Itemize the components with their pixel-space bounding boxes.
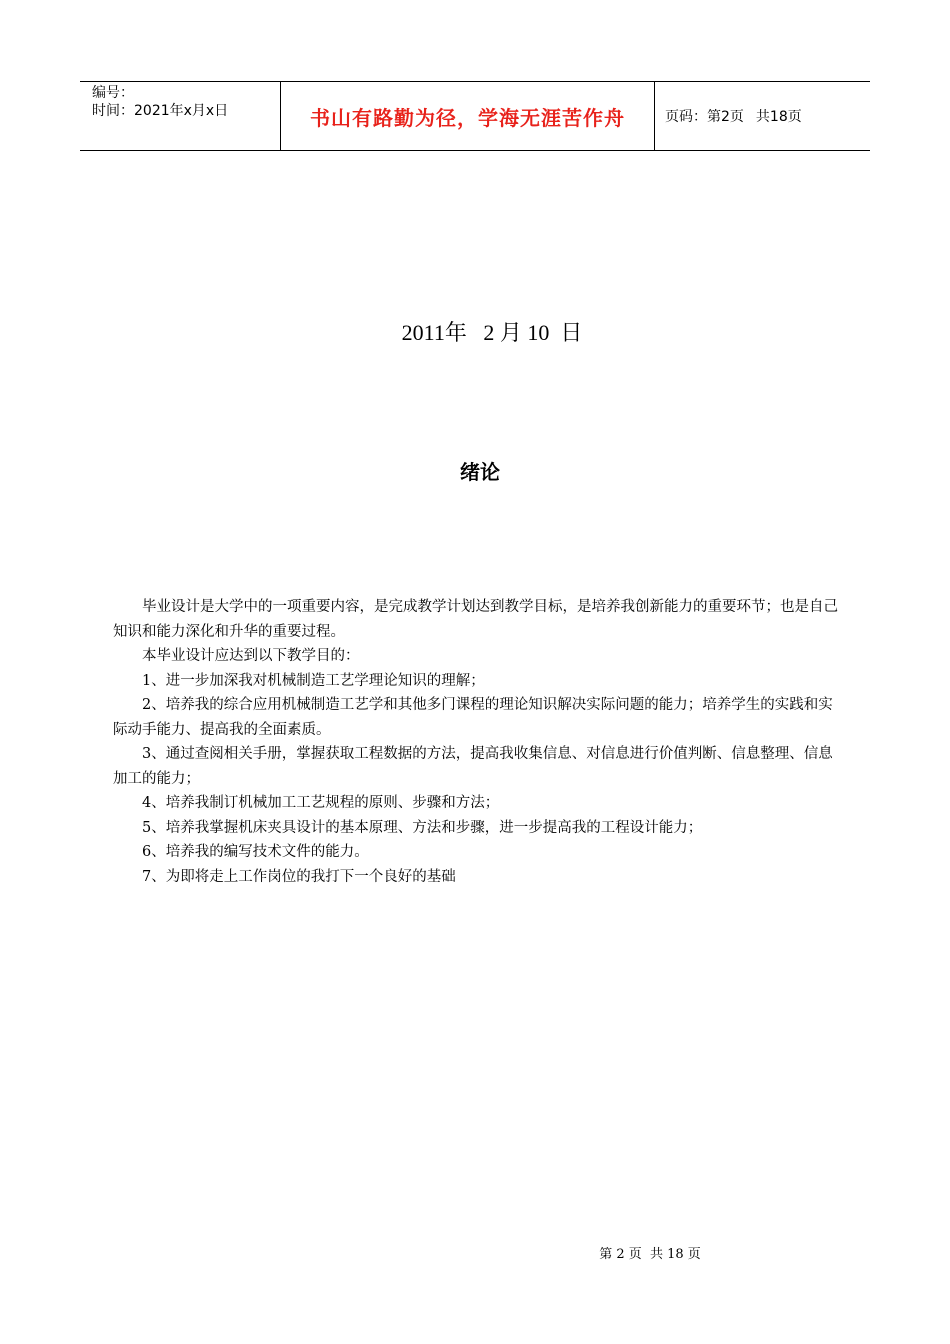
body-text <box>113 595 843 889</box>
paragraph: 本毕业设计应达到以下教学目的： <box>142 648 360 664</box>
list-item: 5、培养我掌握机床夹具设计的基本原理、方法和步骤，进一步提高我的工程设计能力； <box>142 819 703 836</box>
list-item: 7、为即将走上工作岗位的我打下一个良好的基础 <box>142 868 456 885</box>
page-footer: 第 2 页 共 18 页 <box>599 1247 701 1262</box>
document-time-label: 时间：2021年x月x日 <box>92 103 229 119</box>
list-item: 2、培养我的综合应用机械制造工艺学和其他多门课程的理论知识解决实际问题的能力；培养学生的实践和实际动手能力、提高我的全面素质。 <box>113 697 833 738</box>
list-item: 1、进一步加深我对机械制造工艺学理论知识的理解； <box>142 672 485 689</box>
list-item: 4、培养我制订机械加工工艺规程的原则、步骤和方法； <box>142 795 500 811</box>
header-page-number: 页码：第2页 <box>665 109 744 125</box>
paragraph: 毕业设计是大学中的一项重要内容，是完成教学计划达到教学目标，是培养我创新能力的重要环节；也是自己知识和能力深化和升华的重要过程。 <box>113 599 838 640</box>
section-title: 绪论 <box>460 460 500 484</box>
document-number-label: 编号： <box>92 85 134 101</box>
header-page-info <box>655 82 870 150</box>
list-item: 3、通过查阅相关手册，掌握获取工程数据的方法，提高我收集信息、对信息进行价值判断、信息整理、信息加工的能力； <box>113 746 833 787</box>
header-motto: 书山有路勤为径，学海无涯苦作舟 <box>281 82 655 150</box>
list-item: 6、培养我的编写技术文件的能力。 <box>142 844 369 860</box>
date-line: 2011年 2 月 10 日 <box>401 320 583 345</box>
header-total-pages: 共18页 <box>755 109 802 125</box>
header-info-cell <box>80 82 281 150</box>
page-header <box>80 81 870 151</box>
